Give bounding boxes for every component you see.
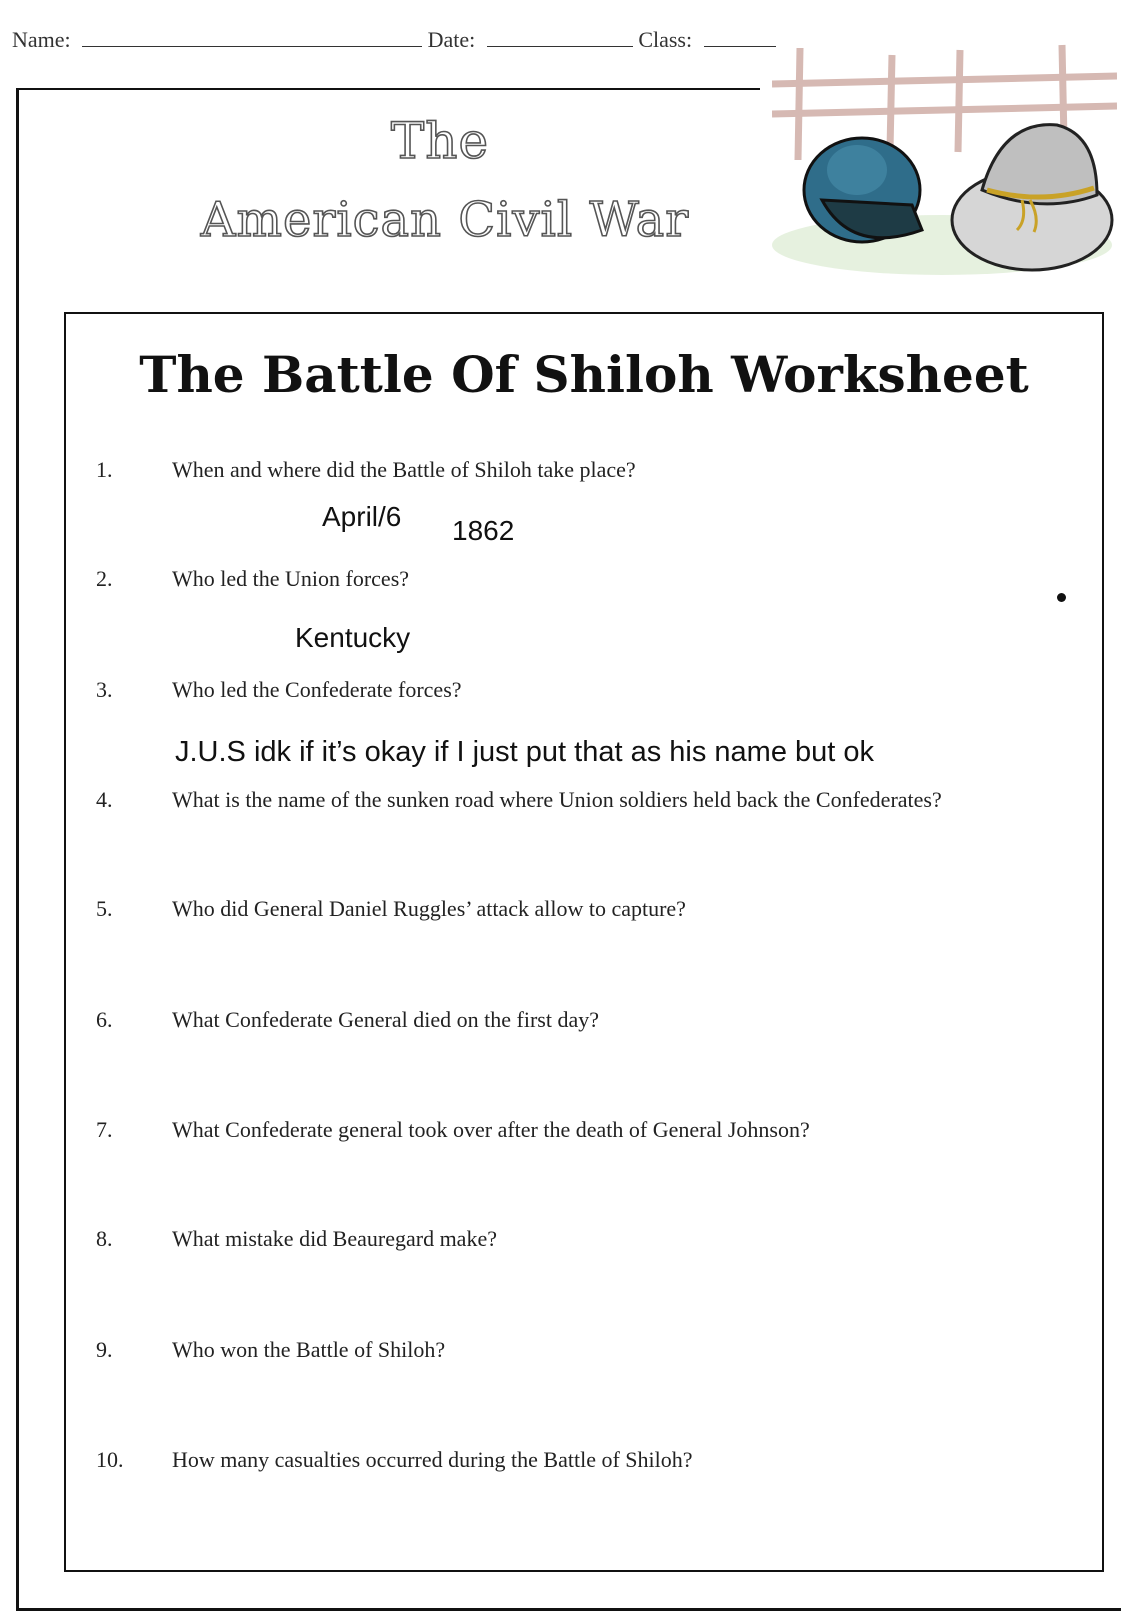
question-text: What mistake did Beauregard make? bbox=[172, 1226, 497, 1251]
question-number: 9. bbox=[96, 1337, 113, 1362]
answer-2[interactable]: Kentucky bbox=[295, 622, 411, 653]
worksheet-frame bbox=[64, 312, 1104, 1572]
banner-title-line2: American Civil War bbox=[200, 192, 690, 248]
question-number: 6. bbox=[96, 1007, 113, 1032]
question-text: How many casualties occurred during the Battle of Shiloh? bbox=[172, 1447, 693, 1472]
class-label: Class: bbox=[638, 27, 693, 52]
question-number: 3. bbox=[96, 677, 113, 702]
question-text: Who did General Daniel Ruggles’ attack allow to capture? bbox=[172, 896, 686, 921]
name-blank[interactable] bbox=[82, 24, 422, 47]
name-label: Name: bbox=[12, 27, 71, 52]
question-number: 2. bbox=[96, 566, 113, 591]
answer-1-year[interactable]: 1862 bbox=[452, 515, 515, 546]
question-text: Who led the Confederate forces? bbox=[172, 677, 462, 702]
question-9 bbox=[96, 1337, 445, 1363]
student-info-header bbox=[12, 24, 776, 53]
question-number: 4. bbox=[96, 787, 113, 812]
confederate-hat-icon bbox=[952, 125, 1112, 270]
civil-war-hats-illustration bbox=[772, 40, 1117, 300]
union-kepi-icon bbox=[804, 138, 922, 242]
question-2 bbox=[96, 566, 409, 592]
question-text: What Confederate general took over after the death of General Johnson? bbox=[172, 1117, 810, 1142]
question-10 bbox=[96, 1447, 693, 1473]
question-7 bbox=[96, 1117, 810, 1143]
question-number: 10. bbox=[96, 1447, 124, 1472]
answer-3[interactable]: J.U.S idk if it’s okay if I just put that as his name but ok bbox=[175, 736, 875, 768]
question-3 bbox=[96, 677, 462, 703]
question-number: 1. bbox=[96, 457, 113, 482]
question-5 bbox=[96, 896, 686, 922]
question-number: 7. bbox=[96, 1117, 113, 1142]
question-number: 5. bbox=[96, 896, 113, 921]
question-number: 8. bbox=[96, 1226, 113, 1251]
question-text: When and where did the Battle of Shiloh take place? bbox=[172, 457, 636, 482]
question-4 bbox=[96, 787, 942, 813]
question-text: What Confederate General died on the first day? bbox=[172, 1007, 599, 1032]
question-text: What is the name of the sunken road where Union soldiers held back the Confederates? bbox=[172, 787, 942, 812]
question-text: Who led the Union forces? bbox=[172, 566, 410, 591]
date-blank[interactable] bbox=[487, 24, 633, 47]
question-6 bbox=[96, 1007, 599, 1033]
stray-dot-mark bbox=[1057, 593, 1066, 602]
question-text: Who won the Battle of Shiloh? bbox=[172, 1337, 446, 1362]
question-8 bbox=[96, 1226, 497, 1252]
banner-title-line1: The bbox=[390, 112, 490, 170]
worksheet-title: The Battle Of Shiloh Worksheet bbox=[139, 345, 1029, 404]
class-blank[interactable] bbox=[704, 24, 776, 47]
answer-1-date[interactable]: April/6 bbox=[322, 501, 402, 532]
date-label: Date: bbox=[427, 27, 476, 52]
question-1 bbox=[96, 457, 636, 483]
